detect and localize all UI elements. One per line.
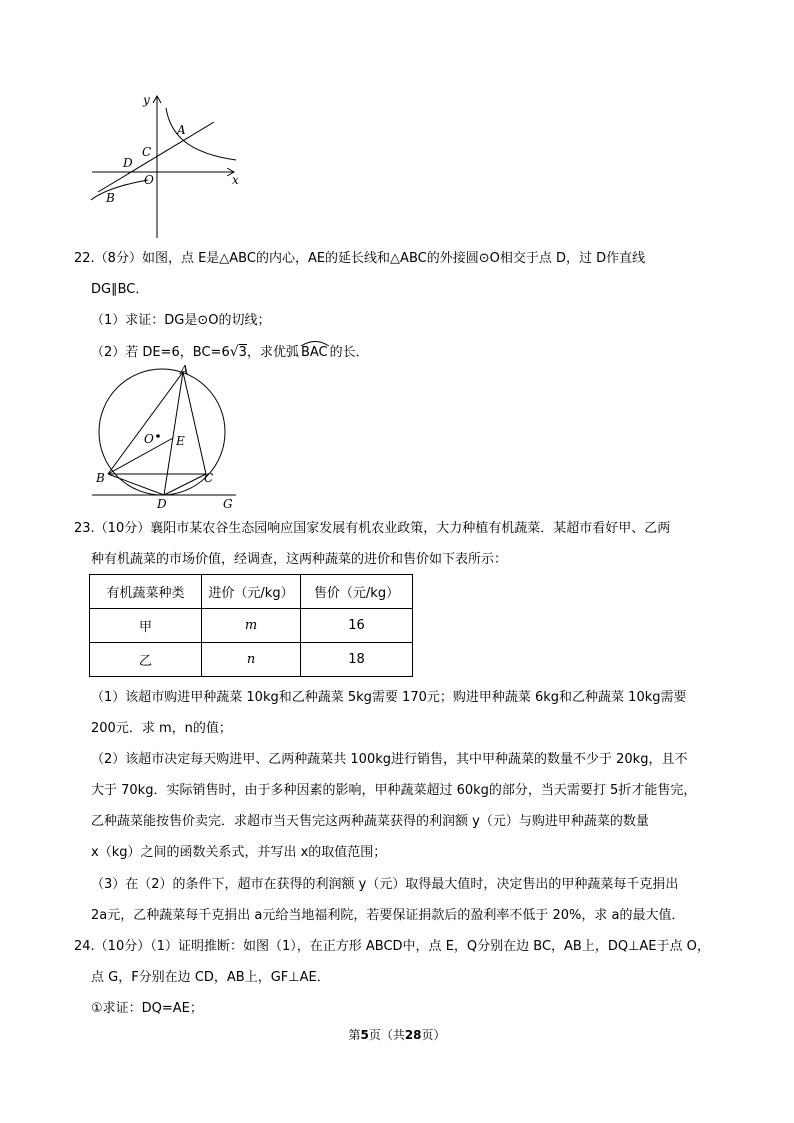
circle-figure (88, 364, 248, 514)
q22-line1: 22.（8分）如图，点 E是△ABC的内心，AE的延长线和△ABC的外接圆⊙O相交于点 D，过 D作直线 (74, 251, 646, 266)
graph-label-y: y (143, 93, 150, 107)
q22-part1: （1）求证：DG是⊙O的切线； (91, 313, 271, 328)
arc-mark-icon (300, 340, 330, 346)
fig-label-B: B (96, 471, 105, 485)
q23-p2-line3: 乙种蔬菜能按售价卖完．求超市当天售完这两种蔬菜获得的利润额 y（元）与购进甲种蔬菜的数量 (91, 814, 649, 829)
graph-label-C: C (142, 145, 152, 159)
straight-line (98, 122, 214, 192)
q23-line2: 种有机蔬菜的市场价值，经调查，这两种蔬菜的进价和售价如下表所示： (91, 552, 508, 567)
center-point-O (156, 434, 160, 438)
q23-line1: 23.（10分）襄阳市某农谷生态园响应国家发展有机农业政策，大力种植有机蔬菜．某超市看好甲、乙两 (74, 521, 671, 536)
table-header-cell: 售价（元/kg） (301, 575, 413, 609)
table-cell: 乙 (90, 643, 202, 677)
graph-label-x: x (232, 173, 239, 187)
fig-label-A: A (180, 364, 189, 377)
sqrt-symbol: √ (229, 344, 239, 360)
q23-p1-line2: 200元．求 m，n的值； (91, 721, 232, 736)
q23-p1-line1: （1）该超市购进甲种蔬菜 10kg和乙种蔬菜 5kg需要 170元；购进甲种蔬菜 6kg和乙种蔬菜 10kg需要 (91, 690, 687, 705)
q22-part2-text-b: ，求优弧 (246, 345, 299, 360)
graph-label-A: A (177, 123, 186, 137)
fig-label-C: C (204, 471, 214, 485)
footer-page-number: 5 (360, 1028, 369, 1042)
q22-part2-arc-label: BAC (300, 345, 328, 360)
q23-p2-line1: （2）该超市决定每天购进甲、乙两种蔬菜共 100kg进行销售，其中甲种蔬菜的数量不少于 20kg，且不 (91, 752, 688, 767)
q24-line3: ①求证：DQ=AE； (91, 1001, 203, 1016)
fig-label-D: D (157, 497, 167, 511)
table-header-cell: 进价（元/kg） (202, 575, 301, 609)
q24-line2: 点 G，F分别在边 CD，AB上，GF⊥AE． (91, 970, 330, 985)
q23-p3-line1: （3）在（2）的条件下，超市在获得的利润额 y（元）取得最大值时，决定售出的甲种蔬菜每千克捐出 (91, 877, 679, 892)
table-cell: 18 (301, 643, 413, 677)
q22-part2-sqrt-value: 3 (238, 345, 247, 360)
footer-total-pages: 28 (404, 1028, 422, 1042)
hyperbola-graph-figure (86, 88, 246, 240)
fig-label-O: O (144, 432, 154, 446)
segment-CD (164, 474, 206, 495)
q24-line1: 24.（10分）（1）证明推断：如图（1），在正方形 ABCD中，点 E，Q分别在边 BC，AB上，DQ⊥AE于点 O， (74, 939, 710, 954)
q22-part2 (91, 343, 369, 362)
table-cell: n (202, 643, 301, 677)
page-footer (0, 1026, 794, 1043)
arc-notation (299, 344, 330, 362)
fig-label-E: E (176, 434, 185, 448)
q23-p2-line4: x（kg）之间的函数关系式，并写出 x的取值范围； (91, 845, 387, 860)
q22-part2-text-a: （2）若 DE=6，BC=6 (91, 345, 230, 360)
footer-prefix: 第 (348, 1028, 361, 1042)
q22-line2: DG∥BC． (91, 282, 149, 297)
graph-label-D: D (123, 156, 133, 170)
table-header-row (90, 575, 413, 609)
table-cell: m (202, 609, 301, 643)
q22-part2-text-c: 的长． (329, 345, 369, 360)
hyperbola-branch-lower (91, 180, 148, 200)
segment-AC (183, 372, 206, 474)
table-row (90, 643, 413, 677)
segment-BE (108, 438, 173, 474)
table-row (90, 609, 413, 643)
segment-AB (108, 372, 183, 474)
segment-BD (108, 474, 164, 495)
price-table (89, 574, 413, 677)
table-cell: 16 (301, 609, 413, 643)
fig-label-G: G (223, 497, 233, 511)
footer-mid: 页（共 (368, 1028, 405, 1042)
footer-suffix: 页） (421, 1028, 446, 1042)
graph-label-B: B (106, 191, 115, 205)
q23-p2-line2: 大于 70kg．实际销售时，由于多种因素的影响，甲种蔬菜超过 60kg的部分，当天需要打 5折才能售完， (91, 783, 697, 798)
graph-label-O: O (144, 173, 154, 187)
table-cell: 甲 (90, 609, 202, 643)
table-header-cell: 有机蔬菜种类 (90, 575, 202, 609)
q23-p3-line2: 2a元，乙种蔬菜每千克捐出 a元给当地福利院，若要保证捐款后的盈利率不低于 20%，求 a的最大值． (91, 908, 685, 923)
